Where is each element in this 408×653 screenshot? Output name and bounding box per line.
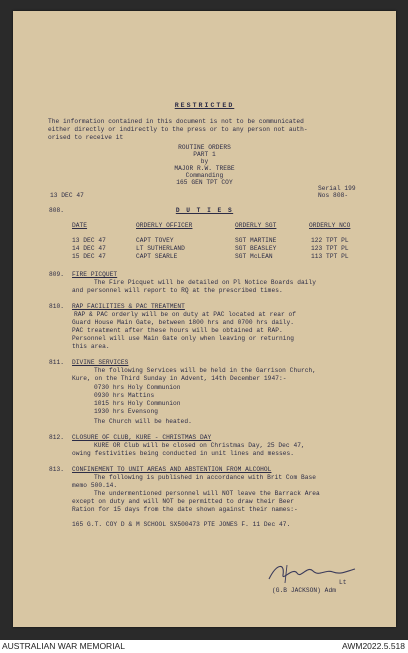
- body-line: The Fire Picquet will be detailed on Pl Notice Boards daily: [94, 279, 317, 286]
- body-line: The following is published in accordance with Brit Com Base: [94, 474, 317, 481]
- duties-col-nco: ORDERLY NCO: [309, 222, 351, 229]
- signatory-name: (G.B JACKSON) Adm: [272, 587, 336, 594]
- duties-cell: 123 TPT PL: [311, 245, 349, 252]
- duties-cell: CAPT SEARLE: [136, 253, 178, 260]
- body-line: this area.: [72, 343, 110, 350]
- section-number: 810.: [49, 303, 65, 310]
- section-number: 808.: [49, 207, 65, 214]
- duties-cell: LT SUTHERLAND: [136, 245, 185, 252]
- section-title: CONFINEMENT TO UNIT AREAS AND ABSTENTION FROM ALCOHOL: [72, 466, 272, 473]
- body-line: KURE OR Club will be closed on Christmas Day, 25 Dec 47,: [94, 442, 305, 449]
- duties-col-sgt: ORDERLY SGT: [235, 222, 277, 229]
- duties-col-date: DATE: [72, 222, 88, 229]
- archive-footer: [0, 640, 408, 653]
- body-line: Kure, on the Third Sunday in Advent, 14th December 1947:-: [72, 375, 287, 382]
- duties-cell: SGT McLEAN: [235, 253, 273, 260]
- body-line: except on duty and will NOT be permitted to draw their Beer: [72, 498, 295, 505]
- body-line: The following Services will be held in the Garrison Church,: [94, 367, 317, 374]
- document-page: [13, 11, 396, 627]
- body-line: PAC treatment after these hours will be obtained at RAP.: [72, 327, 283, 334]
- service-time: 0930 hrs Mattins: [94, 392, 155, 399]
- duties-cell: 113 TPT PL: [311, 253, 349, 260]
- duties-cell: 13 DEC 47: [72, 237, 106, 244]
- section-number: 809.: [49, 271, 65, 278]
- duties-heading: D U T I E S: [175, 207, 234, 214]
- body-line: The undermentioned personnel will NOT leave the Barrack Area: [94, 490, 320, 497]
- classification-heading: RESTRICTED: [174, 102, 235, 109]
- duties-col-officer: ORDERLY OFFICER: [136, 222, 193, 229]
- orders-title: ROUTINE ORDERS: [178, 144, 231, 151]
- orders-part: PART 1: [193, 151, 216, 158]
- body-line: Personnel will use Main Gate only when leaving or returning: [72, 335, 295, 342]
- notice-line: The information contained in this document is not to be communicated: [48, 118, 304, 125]
- handwritten-signature: [263, 559, 363, 587]
- duties-cell: CAPT TOVEY: [136, 237, 174, 244]
- orders-date: 13 DEC 47: [50, 192, 84, 199]
- commanding-label: Commanding: [185, 172, 224, 179]
- service-time: 1930 hrs Evensong: [94, 408, 158, 415]
- notice-line: orised to receive it: [48, 134, 124, 141]
- section-number: 811.: [49, 359, 65, 366]
- section-number: 812.: [49, 434, 65, 441]
- confinement-entry: 165 G.T. COY D & M SCHOOL SX500473 PTE JONES F. 11 Dec 47.: [72, 521, 291, 528]
- body-line: Ration for 15 days from the date shown against their names:-: [72, 506, 298, 513]
- body-line: The Church will be heated.: [94, 418, 192, 425]
- duties-cell: 122 TPT PL: [311, 237, 349, 244]
- section-title: RAP FACILITIES & PAC TREATMENT: [72, 303, 185, 310]
- section-title: DIVINE SERVICES: [72, 359, 129, 366]
- body-line: and personnel will report to RQ at the prescribed times.: [72, 287, 283, 294]
- section-title: FIRE PICQUET: [72, 271, 118, 278]
- duties-cell: 14 DEC 47: [72, 245, 106, 252]
- duties-cell: 15 DEC 47: [72, 253, 106, 260]
- archive-name: AUSTRALIAN WAR MEMORIAL: [2, 641, 125, 651]
- order-numbers: Nos 808-: [318, 192, 349, 199]
- section-number: 813.: [49, 466, 65, 473]
- body-line: Guard House Main Gate, between 1800 hrs and 0700 hrs daily.: [72, 319, 295, 326]
- duties-cell: SGT MARTINE: [235, 237, 277, 244]
- orders-by: by: [200, 158, 209, 165]
- signatory-rank: Lt: [339, 579, 347, 586]
- archive-reference: AWM2022.5.518: [342, 641, 405, 651]
- body-line: owing festivities being conducted in unit lines and messes.: [72, 450, 295, 457]
- commander-name: MAJOR R.W. TREBE: [174, 165, 235, 172]
- unit-name: 165 GEN TPT COY: [176, 179, 233, 186]
- service-time: 0730 hrs Holy Communion: [94, 384, 181, 391]
- serial-number: Serial 199: [318, 185, 356, 192]
- duties-cell: SGT BEASLEY: [235, 245, 277, 252]
- section-title: CLOSURE OF CLUB, KURE - CHRISTMAS DAY: [72, 434, 212, 441]
- body-line: memo 500.14.: [72, 482, 118, 489]
- notice-line: either directly or indirectly to the press or to any person not auth-: [48, 126, 308, 133]
- service-time: 1015 hrs Holy Communion: [94, 400, 181, 407]
- body-line: RAP & PAC orderly will be on duty at PAC located at rear of: [74, 311, 297, 318]
